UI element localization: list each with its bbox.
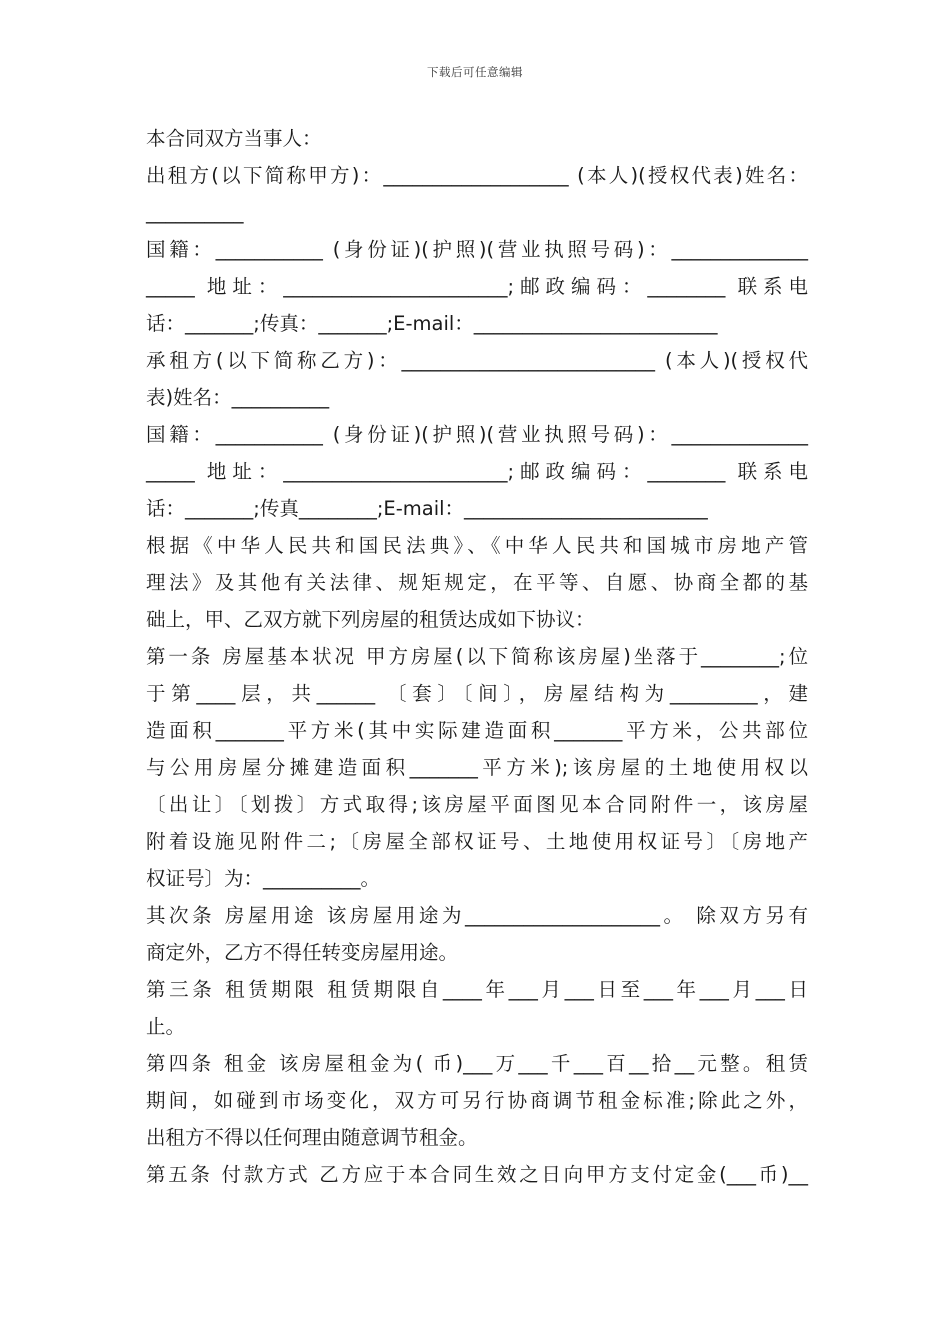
- contract-text-line: 国籍：___________ (身份证)(护照)(营业执照号码)：______________: [146, 423, 808, 446]
- contract-text-line: 止。: [146, 1015, 186, 1038]
- contract-text-line: 第三条 租赁期限 租赁期限自____年___月___日至___年___月___日: [146, 978, 808, 1001]
- contract-text-line: 附着设施见附件二;〔房屋全部权证号、土地使用权证号〕〔房地产: [146, 830, 808, 853]
- contract-text-line: 第五条 付款方式 乙方应于本合同生效之日向甲方支付定金(___币)__: [146, 1163, 808, 1186]
- contract-text-line: 理法》及其他有关法律、规矩规定，在平等、自愿、协商全都的基: [146, 571, 808, 594]
- contract-text-line: 造面积_______平方米(其中实际建造面积_______平方米，公共部位: [146, 719, 808, 742]
- contract-text-line: 国籍：___________ (身份证)(护照)(营业执照号码)：______________: [146, 238, 808, 261]
- contract-text-line: 出租方(以下简称甲方)：___________________ (本人)(授权代表)姓名：: [146, 164, 808, 187]
- contract-text-line: __________: [146, 201, 244, 224]
- page-header-note: 下载后可任意编辑: [427, 65, 523, 79]
- contract-text-line: 话：_______;传真________;E-mail：_________________________: [146, 497, 708, 520]
- contract-text-line: 础上，甲、乙双方就下列房屋的租赁达成如下协议：: [146, 608, 595, 631]
- contract-text-line: 其次条 房屋用途 该房屋用途为____________________。 除双方另有: [146, 904, 808, 927]
- contract-text-line: 根据《中华人民共和国民法典》、《中华人民共和国城市房地产管: [146, 534, 808, 557]
- contract-text-line: 第一条 房屋基本状况 甲方房屋(以下简称该房屋)坐落于________;位: [146, 645, 808, 668]
- contract-text-line: 与公用房屋分摊建造面积_______平方米);该房屋的土地使用权以: [146, 756, 808, 779]
- contract-text-line: 本合同双方当事人：: [146, 127, 322, 150]
- contract-text-line: _____ 地址：_______________________;邮政编码：________ 联系电: [146, 275, 808, 298]
- contract-text-line: 商定外，乙方不得任转变房屋用途。: [146, 941, 459, 964]
- contract-text-line: 〔出让〕〔划拨〕方式取得;该房屋平面图见本合同附件一，该房屋: [146, 793, 808, 816]
- contract-text-line: _____ 地址：_______________________;邮政编码：________ 联系电: [146, 460, 808, 483]
- contract-text-line: 承租方(以下简称乙方)：__________________________ (本人)(授权代: [146, 349, 808, 372]
- contract-text-line: 话：_______;传真：_______;E-mail：_________________________: [146, 312, 718, 335]
- contract-body: [146, 120, 808, 1193]
- contract-text-line: 权证号〕为：__________。: [146, 867, 381, 890]
- contract-text-line: 表)姓名：__________: [146, 386, 330, 409]
- contract-text-line: 于第____层，共______ 〔套〕〔间〕，房屋结构为_________，建: [146, 682, 808, 705]
- contract-text-line: 期间，如碰到市场变化，双方可另行协商调节租金标准;除此之外，: [146, 1089, 808, 1112]
- contract-text-line: 出租方不得以任何理由随意调节租金。: [146, 1126, 478, 1149]
- contract-text-line: 第四条 租金 该房屋租金为( 币)___万___千___百__拾__元整。租赁: [146, 1052, 808, 1075]
